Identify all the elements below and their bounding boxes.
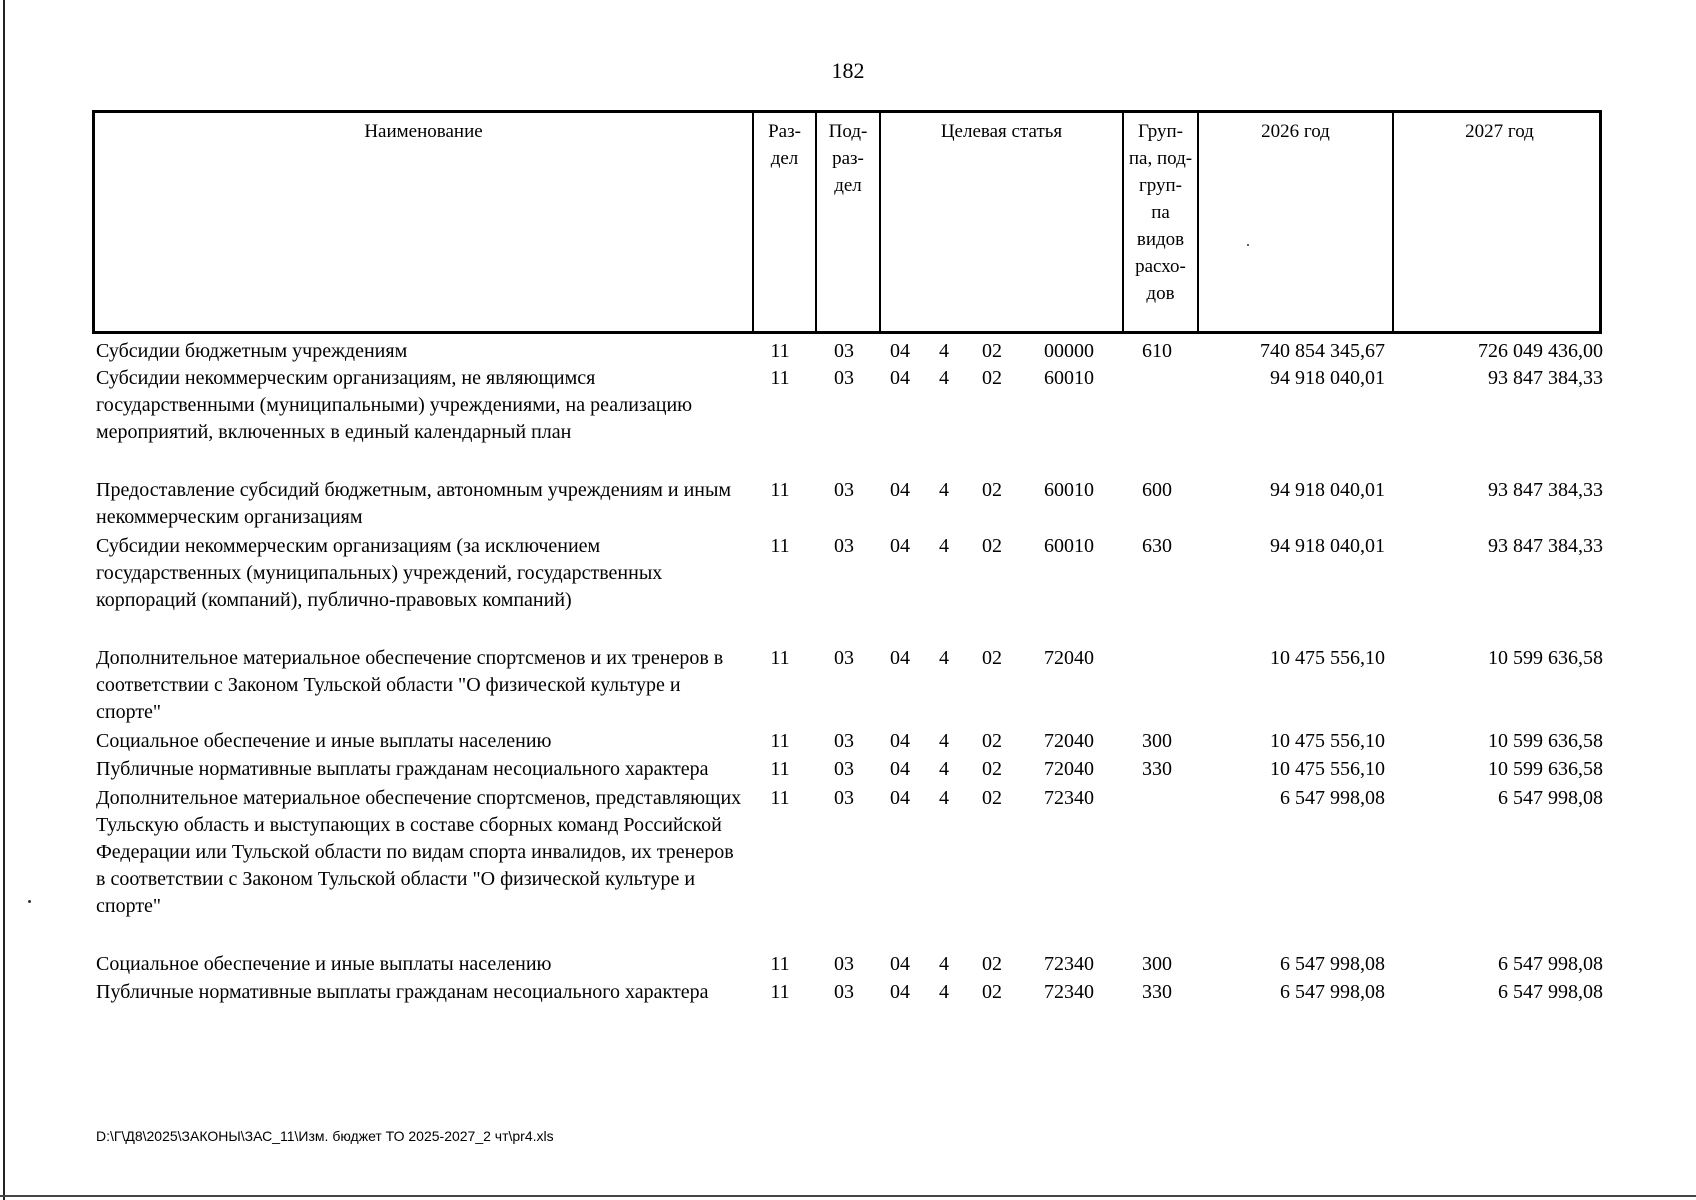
row-podrazdel: 03: [834, 787, 854, 809]
table-body: [0, 338, 1696, 1006]
row-year-2027: 6 547 998,08: [1498, 787, 1603, 809]
row-target-3: 02: [982, 787, 1002, 809]
header-year-2027: 2027 год: [1392, 113, 1605, 331]
header-group-line: видов: [1136, 229, 1185, 250]
row-target-1: 04: [890, 535, 910, 557]
header-podrazdel: [815, 113, 879, 331]
row-target-1: 04: [890, 787, 910, 809]
header-podrazdel-line: раз-: [832, 148, 864, 169]
row-target-2: 4: [939, 647, 949, 669]
row-razdel: 11: [770, 953, 790, 975]
row-target-1: 04: [890, 981, 910, 1003]
row-podrazdel: 03: [834, 953, 854, 975]
row-target-1: 04: [890, 479, 910, 501]
table-row: [0, 533, 1696, 614]
table-row: [0, 728, 1696, 755]
row-group: 300: [1142, 730, 1172, 752]
row-target-2: 4: [939, 953, 949, 975]
row-target-2: 4: [939, 340, 949, 362]
row-target-3: 02: [982, 730, 1002, 752]
row-name: Субсидии некоммерческим организациям (за исключением государственных (муниципальных) учреждений, государственных корпораций (компаний), публично-правовых компаний): [96, 535, 663, 611]
row-podrazdel: 03: [834, 647, 854, 669]
header-year-2026: 2026 год: [1197, 113, 1392, 331]
row-group: 600: [1142, 479, 1172, 501]
page-number: 182: [831, 58, 865, 83]
row-podrazdel: 03: [834, 981, 854, 1003]
row-target-1: 04: [890, 730, 910, 752]
table-row: [0, 477, 1696, 531]
row-razdel: 11: [770, 981, 790, 1003]
header-razdel-line: дел: [770, 148, 799, 169]
row-target-1: 04: [890, 367, 910, 389]
row-podrazdel: 03: [834, 730, 854, 752]
row-target-4: 60010: [1044, 367, 1094, 389]
row-target-3: 02: [982, 758, 1002, 780]
row-year-2027: 10 599 636,58: [1488, 647, 1603, 669]
row-group: 330: [1142, 981, 1172, 1003]
row-year-2027: 93 847 384,33: [1488, 479, 1603, 501]
row-year-2027: 10 599 636,58: [1488, 758, 1603, 780]
row-year-2026: 94 918 040,01: [1270, 535, 1385, 557]
row-target-3: 02: [982, 953, 1002, 975]
row-target-4: 72340: [1044, 981, 1094, 1003]
header-target-article: Целевая статья: [879, 113, 1122, 331]
row-podrazdel: 03: [834, 340, 854, 362]
row-target-4: 72340: [1044, 953, 1094, 975]
row-year-2027: 93 847 384,33: [1488, 535, 1603, 557]
row-year-2026: 740 854 345,67: [1260, 340, 1385, 362]
row-year-2026: 94 918 040,01: [1270, 367, 1385, 389]
row-target-3: 02: [982, 535, 1002, 557]
row-podrazdel: 03: [834, 367, 854, 389]
row-target-2: 4: [939, 730, 949, 752]
header-podrazdel-line: дел: [834, 175, 862, 196]
row-year-2027: 6 547 998,08: [1498, 953, 1603, 975]
table-row: [0, 756, 1696, 783]
row-target-4: 60010: [1044, 535, 1094, 557]
table-row: [0, 979, 1696, 1006]
header-podrazdel-line: Под-: [828, 121, 868, 142]
row-target-4: 72040: [1044, 647, 1094, 669]
row-name: Дополнительное материальное обеспечение спортсменов и их тренеров в соответствии с Законом Тульской области "О физической культуре и спорте": [96, 647, 724, 723]
row-name: Субсидии бюджетным учреждениям: [96, 340, 408, 362]
row-target-3: 02: [982, 479, 1002, 501]
row-podrazdel: 03: [834, 758, 854, 780]
row-razdel: 11: [770, 340, 790, 362]
header-group-line: расхо-: [1135, 256, 1186, 277]
row-name: Публичные нормативные выплаты гражданам несоциального характера: [96, 981, 709, 1003]
row-year-2026: 10 475 556,10: [1270, 647, 1385, 669]
table-row: [0, 645, 1696, 726]
header-group-line: дов: [1146, 283, 1175, 304]
row-target-2: 4: [939, 787, 949, 809]
row-razdel: 11: [770, 758, 790, 780]
row-name: Социальное обеспечение и иные выплаты населению: [96, 953, 552, 975]
row-target-2: 4: [939, 758, 949, 780]
row-target-1: 04: [890, 758, 910, 780]
row-group: 330: [1142, 758, 1172, 780]
row-name: Предоставление субсидий бюджетным, автономным учреждениям и иным некоммерческим организациям: [96, 479, 732, 528]
row-year-2026: 94 918 040,01: [1270, 479, 1385, 501]
row-target-3: 02: [982, 367, 1002, 389]
row-razdel: 11: [770, 367, 790, 389]
row-target-1: 04: [890, 340, 910, 362]
table-row: [0, 951, 1696, 978]
row-year-2026: 6 547 998,08: [1280, 953, 1385, 975]
header-group-line: па: [1151, 202, 1170, 223]
header-name: Наименование: [364, 121, 483, 142]
row-target-2: 4: [939, 367, 949, 389]
header-group-line: Груп-: [1137, 121, 1184, 142]
scan-edge-bottom: [0, 1195, 1696, 1197]
row-target-4: 72040: [1044, 758, 1094, 780]
row-year-2026: 10 475 556,10: [1270, 730, 1385, 752]
row-target-2: 4: [939, 479, 949, 501]
row-target-4: 00000: [1044, 340, 1094, 362]
row-target-3: 02: [982, 647, 1002, 669]
row-target-4: 60010: [1044, 479, 1094, 501]
row-year-2026: 6 547 998,08: [1280, 787, 1385, 809]
row-name: Субсидии некоммерческим организациям, не являющимся государственными (муниципальными) учреждениями, на реализацию мероприятий, включенных в единый календарный план: [96, 367, 693, 443]
row-target-3: 02: [982, 981, 1002, 1003]
header-razdel-line: Раз-: [768, 121, 801, 142]
row-name: Публичные нормативные выплаты гражданам несоциального характера: [96, 758, 709, 780]
row-group: 610: [1142, 340, 1172, 362]
row-name: Дополнительное материальное обеспечение спортсменов, представляющих Тульскую область и выступающих в составе сборных команд Российской Федерации или Тульской области по видам спорта инвалидов, их тренеров в соответствии с Законом Тульской области "О физической культуре и спорте": [96, 787, 742, 917]
header-group-line: груп-: [1138, 175, 1183, 196]
row-razdel: 11: [770, 535, 790, 557]
header-group-line: па, под-: [1128, 148, 1193, 169]
row-target-1: 04: [890, 647, 910, 669]
header-group: [1122, 113, 1197, 331]
row-target-2: 4: [939, 981, 949, 1003]
row-razdel: 11: [770, 787, 790, 809]
row-name: Социальное обеспечение и иные выплаты населению: [96, 730, 552, 752]
file-path-footer: D:\Г\Д8\2025\ЗАКОНЫ\ЗАС_11\Изм. бюджет ТО 2025-2027_2 чт\pr4.xls: [96, 1128, 554, 1144]
row-target-1: 04: [890, 953, 910, 975]
row-group: 300: [1142, 953, 1172, 975]
row-razdel: 11: [770, 479, 790, 501]
row-razdel: 11: [770, 730, 790, 752]
row-year-2027: 6 547 998,08: [1498, 981, 1603, 1003]
row-year-2026: 6 547 998,08: [1280, 981, 1385, 1003]
row-podrazdel: 03: [834, 479, 854, 501]
row-year-2026: 10 475 556,10: [1270, 758, 1385, 780]
row-target-4: 72040: [1044, 730, 1094, 752]
table-row: [0, 338, 1696, 365]
row-target-2: 4: [939, 535, 949, 557]
row-target-4: 72340: [1044, 787, 1094, 809]
row-target-3: 02: [982, 340, 1002, 362]
row-year-2027: 93 847 384,33: [1488, 367, 1603, 389]
row-podrazdel: 03: [834, 535, 854, 557]
row-razdel: 11: [770, 647, 790, 669]
header-razdel: [752, 113, 815, 331]
table-header: [92, 110, 1602, 334]
row-year-2027: 726 049 436,00: [1478, 340, 1603, 362]
table-row: [0, 785, 1696, 920]
table-row: [0, 365, 1696, 446]
row-year-2027: 10 599 636,58: [1488, 730, 1603, 752]
row-group: 630: [1142, 535, 1172, 557]
